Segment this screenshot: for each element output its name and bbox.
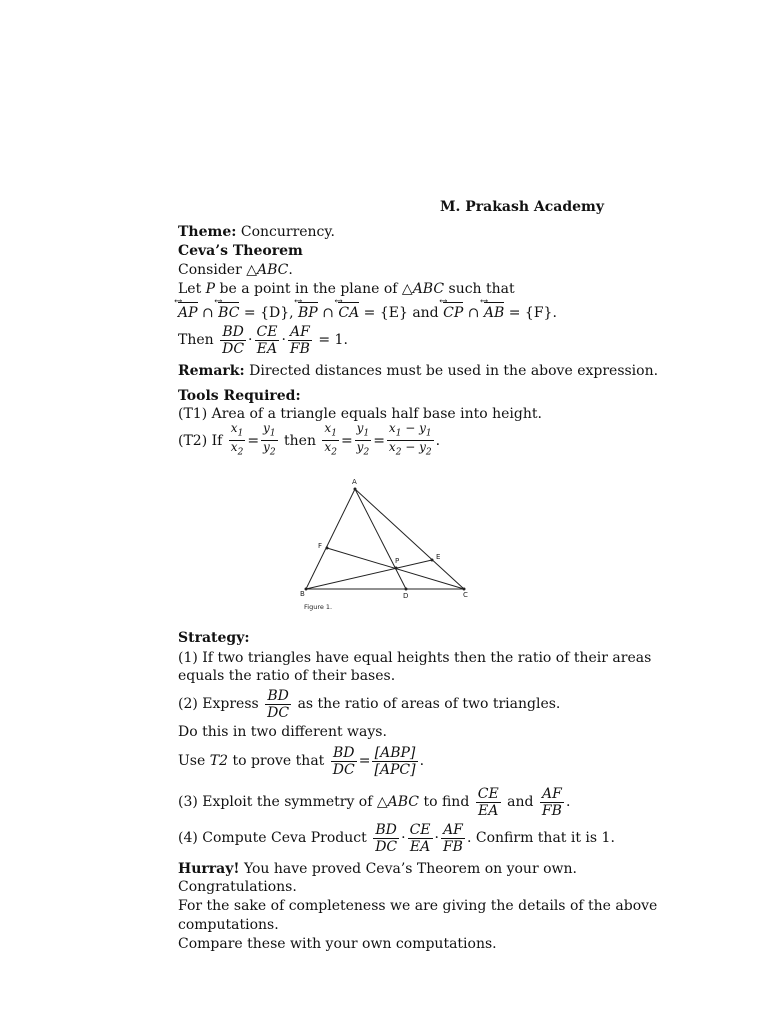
theme-line [178, 223, 335, 241]
frac-bd-dc: $\frac{BD}{DC}$ [222, 323, 245, 357]
theme-label: Theme: [178, 224, 237, 240]
frac-ce-ea: $\frac{CE}{EA}$ [256, 323, 278, 357]
set-e: = {E} and [363, 305, 439, 321]
label-c: C [463, 591, 468, 599]
product-eq: = 1. [318, 332, 348, 348]
s3-tri: ABC [387, 794, 420, 810]
s2c-prefix: Use [178, 753, 206, 769]
frac-x1-x2: $\frac{x_1}{x_2}$ [230, 421, 244, 458]
let-tri: ABC [412, 281, 445, 297]
s2-prefix: (2) Express [178, 696, 259, 712]
s2c-var: T2 [209, 753, 228, 769]
cap-1: ∩ [201, 305, 214, 321]
hurray-line [178, 860, 577, 878]
line-ca: CA ↔ [338, 302, 359, 322]
frac-s4-2: $\frac{CE}{EA}$ [409, 821, 431, 855]
compare-line: Compare these with your own computations. [178, 936, 497, 952]
line-ap: AP ↔ [178, 302, 198, 322]
frac-s2c: $\frac{BD}{DC}$ [332, 744, 355, 778]
strategy-3: (3) Exploit the symmetry of △ABC to find $\frac{CE}{EA}$ and $\frac{AF}{FB}$ . [178, 785, 571, 819]
strategy-1b: equals the ratio of their bases. [178, 668, 396, 684]
consider-suffix: . [288, 262, 293, 278]
line-cp: CP ↔ [443, 302, 463, 322]
tool-t1: (T1) Area of a triangle equals half base into height. [178, 406, 542, 422]
frac-af-fb: $\frac{AF}{FB}$ [289, 323, 310, 357]
t2-then: then [284, 432, 316, 449]
side-ab [306, 489, 355, 589]
ceva-figure [298, 472, 478, 617]
intersections-line [178, 302, 557, 322]
consider-prefix: Consider △ [178, 262, 257, 278]
consider-var: ABC [256, 262, 289, 278]
s3-mid: to find [423, 794, 470, 810]
s2c-mid: to prove that [232, 753, 325, 769]
s3-prefix: (3) Exploit the symmetry of △ [178, 794, 388, 810]
ceva-product-line: Then $\frac{BD}{DC}$ · $\frac{CE}{EA}$ · $\frac{AF}{FB}$ = 1. [178, 323, 348, 357]
set-f: = {F}. [508, 305, 557, 321]
line-bp: BP ↔ [298, 302, 318, 322]
label-f: F [318, 542, 323, 550]
frac-s4-1: $\frac{BD}{DC}$ [375, 821, 398, 855]
academy-header: M. Prakash Academy [439, 199, 604, 215]
complete-line-a: For the sake of completeness we are giving the details of the above [178, 898, 658, 914]
frac-s3-2: $\frac{AF}{FB}$ [541, 785, 562, 819]
strategy-title: Strategy: [178, 630, 250, 646]
consider-line [178, 261, 293, 279]
frac-s3-1: $\frac{CE}{EA}$ [477, 785, 499, 819]
label-e: E [436, 553, 441, 561]
frac-s2: $\frac{BD}{DC}$ [267, 687, 290, 721]
s3-and: and [507, 794, 534, 810]
set-d: = {D}, [243, 305, 294, 321]
let-suffix: such that [444, 281, 515, 297]
frac-s2c-areas: $\frac{\text{[ABP]}}{\text{[APC]}}$ [374, 744, 416, 778]
tool-t2: (T2) If $\frac{x_1}{x_2}$ = $\frac{y_1}{y_2}$ then $\frac{x_1}{x_2}$ = $\frac{y_1}{y_2}$ = $\frac{x_1 - y_1}{x_2 - y_2}$ . [178, 421, 441, 458]
frac-y1-y2-b: $\frac{y_1}{y_2}$ [356, 421, 370, 458]
label-a: A [352, 478, 357, 486]
cevian-ad [355, 489, 406, 589]
let-mid: be a point in the plane of △ [215, 281, 413, 297]
s4-prefix: (4) Compute Ceva Product [178, 830, 367, 846]
complete-line-b: computations. [178, 917, 279, 933]
line-bc: BC ↔ [218, 302, 239, 322]
s2-suffix: as the ratio of areas of two triangles. [297, 696, 561, 712]
hurray-label: Hurray! [178, 861, 240, 877]
cevian-be [306, 560, 432, 589]
let-var: P [205, 281, 216, 297]
strategy-2c: Use T2 to prove that $\frac{BD}{DC}$ = $\frac{\text{[ABP]}}{\text{[APC]}}$ . [178, 744, 425, 778]
then-label: Then [178, 332, 214, 348]
label-p: P [395, 557, 400, 565]
line-ab: AB ↔ [484, 302, 504, 322]
t2-prefix: (T2) If [178, 432, 223, 449]
congrats-line: Congratulations. [178, 879, 297, 895]
remark-line [178, 362, 658, 380]
remark-text: Directed distances must be used in the above expression. [249, 363, 659, 379]
remark-label: Remark: [178, 363, 245, 379]
frac-diff: $\frac{x_1 - y_1}{x_2 - y_2}$ [388, 421, 432, 458]
strategy-1a: (1) If two triangles have equal heights then the ratio of their areas [178, 650, 652, 666]
figure-caption: Figure 1. [304, 603, 333, 611]
frac-x1-x2-b: $\frac{x_1}{x_2}$ [324, 421, 337, 458]
strategy-4: (4) Compute Ceva Product $\frac{BD}{DC}$ · $\frac{CE}{EA}$ · $\frac{AF}{FB}$ . Confirm that it is 1. [178, 821, 615, 855]
strategy-2 [178, 686, 560, 722]
frac-y1-y2: $\frac{y_1}{y_2}$ [263, 421, 276, 458]
let-prefix: Let [178, 281, 206, 297]
strategy-2b: Do this in two different ways. [178, 724, 387, 740]
theme-value: Concurrency. [240, 224, 335, 240]
s4-suffix: Confirm that it is 1. [475, 830, 615, 846]
cap-2: ∩ [322, 305, 334, 321]
tools-title: Tools Required: [178, 388, 301, 404]
ceva-title: Ceva’s Theorem [178, 243, 303, 259]
label-d: D [403, 592, 409, 600]
cap-3: ∩ [467, 305, 480, 321]
label-b: B [300, 590, 305, 598]
hurray-text: You have proved Ceva’s Theorem on your own. [243, 861, 577, 877]
frac-s4-3: $\frac{AF}{FB}$ [442, 821, 463, 855]
